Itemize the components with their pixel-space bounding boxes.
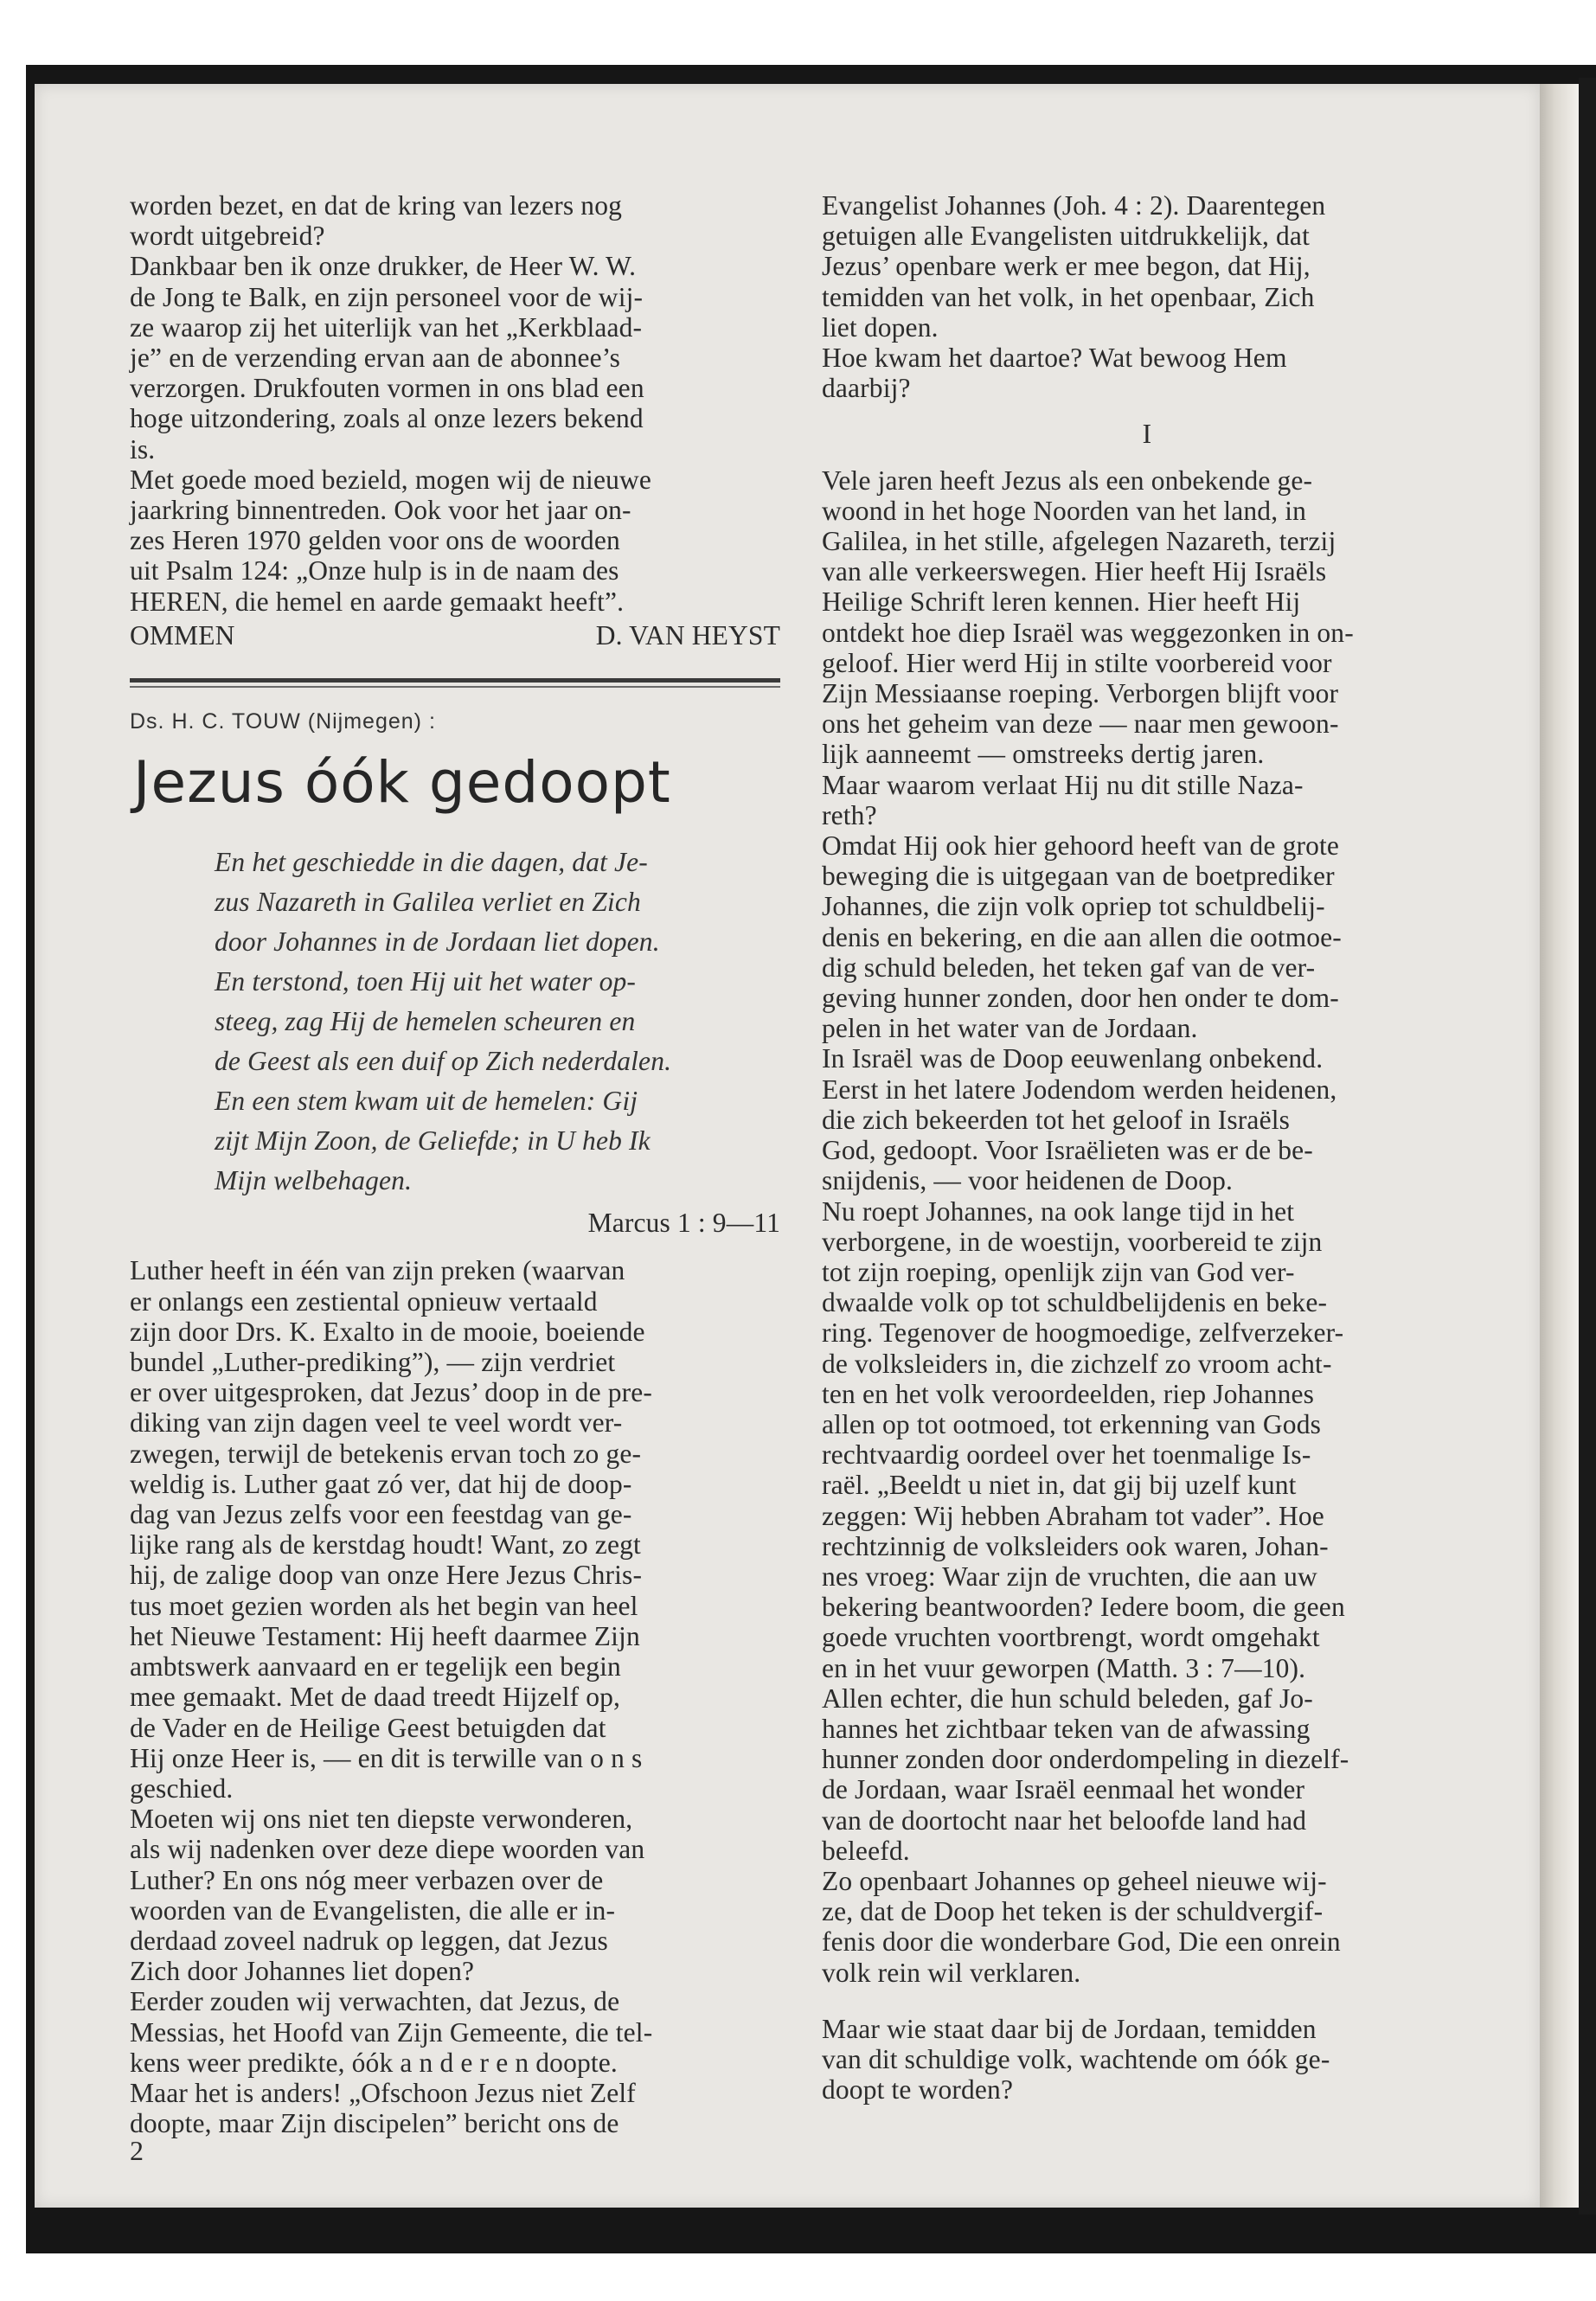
- body-paragraph: Vele jaren heeft Jezus als een onbekende ge- woond in het hoge Noorden van het land, in Galilea, in het stille, afgelegen Nazareth, terzij van alle verkeerswegen. Hier heeft Hij Israëls Heilige Schrift leren kennen. Hier heeft Hij ontdekt hoe diep Israël was weggezonken in on- geloof. Hier werd Hij in stilte voorbereid voor Zijn Messiaanse roeping. Verborgen blijft voor ons het geheim van deze — naar men gewoon- lijk aanneemt — omstreeks dertig jaren.: [822, 465, 1354, 770]
- body-paragraph: Moeten wij ons niet ten diepste verwonderen, als wij nadenken over deze diepe woorden van Luther? En ons nóg meer verbazen over de woorden van de Evangelisten, die alle er in- derdaad zoveel nadruk op leggen, dat Jezus Zich door Johannes liet dopen?: [130, 1804, 645, 1987]
- intro-paragraph: worden bezet, en dat de kring van lezers nog wordt uitgebreid?: [130, 190, 623, 252]
- intro-paragraph: Dankbaar ben ik onze drukker, de Heer W. W. de Jong te Balk, en zijn personeel voor de wij- ze waarop zij het uiterlijk van het „Kerkblaad- je” en de verzending ervan aan de abonnee’s verzorgen. Drukfouten vormen in ons blad een hoge uitzondering, zoals al onze lezers bekend is.: [130, 251, 644, 465]
- divider-thin: [130, 686, 780, 688]
- body-paragraph: Maar waarom verlaat Hij nu dit stille Naza- reth?: [822, 769, 1304, 830]
- page-gutter: [1540, 84, 1579, 2208]
- signature-line: [130, 620, 780, 651]
- intro-paragraph: Met goede moed bezield, mogen wij de nieuwe jaarkring binnentreden. Ook voor het jaar on- zes Heren 1970 gelden voor ons de woorden uit Psalm 124: „Onze hulp is in de naam des HEREN, die hemel en aarde gemaakt heeft”.: [130, 464, 652, 617]
- paragraph-spacer: [822, 1988, 1472, 2014]
- body-paragraph: Nu roept Johannes, na ook lange tijd in het verborgene, in de woestijn, voorbereid te zijn tot zijn roeping, openlijk zijn van God ver- dwaalde volk op tot schuldbelijdenis en beke- ring. Tegenover de hoogmoedige, zelfverzeker- de volksleiders in, die zichzelf zo vroom acht- ten en het volk veroordeelden, riep Johannes allen op tot ootmoed, tot erkenning van Gods rechtvaardig oordeel over het toenmalige Is- raël. „Beeldt u niet in, dat gij bij uzelf kunt zeggen: Wij hebben Abraham tot vader”. Hoe rechtzinnig de volksleiders ook waren, Johan- nes vroeg: Waar zijn de vruchten, die aan uw bekering beantwoorden? Iedere boom, die geen goede vruchten voortbrengt, wordt omgehakt en in het vuur geworpen (Matth. 3 : 7—10).: [822, 1195, 1345, 1683]
- body-paragraph: Zo openbaart Johannes op geheel nieuwe wij- ze, dat de Doop het teken is der schuldvergif- fenis door die wonderbare God, Die een onrein volk rein wil verklaren.: [822, 1865, 1341, 1988]
- body-paragraph: Evangelist Johannes (Joh. 4 : 2). Daarentegen getuigen alle Evangelisten uitdrukkelijk, dat Jezus’ openbare werk er mee begon, dat Hij, temidden van het volk, in het openbaar, Zich liet dopen.: [822, 190, 1326, 343]
- body-paragraph: Eerder zouden wij verwachten, dat Jezus, de Messias, het Hoofd van Zijn Gemeente, die tel- kens weer predikte, óók a n d e r e n doopte. Maar het is anders! „Ofschoon Jezus niet Zelf doopte, maar Zijn discipelen” bericht ons de: [130, 1986, 653, 2139]
- body-paragraph: Luther heeft in één van zijn preken (waarvan er onlangs een zestiental opnieuw vertaald zijn door Drs. K. Exalto in de mooie, boeiende bundel „Luther-prediking”), — zijn verdriet er over uitgesproken, dat Jezus’ doop in de pre- diking van zijn dagen veel te veel wordt ver- zwegen, terwijl de betekenis ervan toch zo ge- weldig is. Luther gaat zó ver, dat hij de doop- dag van Jezus zelfs voor een feestdag van ge- lijke rang als de kerstdag houdt! Want, zo zegt hij, de zalige doop van onze Here Jezus Chris- tus moet gezien worden als het begin van heel het Nieuwe Testament: Hij heeft daarmee Zijn ambtswerk aanvaard en er tegelijk een begin mee gemaakt. Met de daad treedt Hijzelf op, de Vader en de Heilige Geest betuigden dat Hij onze Heer is, — en dit is terwille van o n s geschied.: [130, 1255, 653, 1804]
- left-column: [130, 190, 780, 2138]
- binding-edge: [1579, 78, 1596, 2214]
- body-paragraph: Omdat Hij ook hier gehoord heeft van de grote beweging die is uitgegaan van de boetprediker Johannes, die zijn volk opriep tot schuldbelij- denis en bekering, en die aan allen die ootmoe- dig schuld beleden, het teken gaf van de ver- geving hunner zonden, door hen onder te dom- pelen in het water van de Jordaan.: [822, 830, 1342, 1044]
- divider-thick: [130, 678, 780, 683]
- body-paragraph: In Israël was de Doop eeuwenlang onbekend. Eerst in het latere Jodendom werden heidenen, die zich bekeerden tot het geloof in Israëls God, gedoopt. Voor Israëlieten was er de be- snijdenis, — voor heidenen de Doop.: [822, 1043, 1337, 1196]
- article-byline: Ds. H. C. TOUW (Nijmegen) :: [130, 709, 436, 734]
- section-numeral: I: [1142, 419, 1152, 450]
- body-paragraph: Hoe kwam het daartoe? Wat bewoog Hem daarbij?: [822, 343, 1287, 404]
- closing-paragraph: Maar wie staat daar bij de Jordaan, temidden van dit schuldige volk, wachtende om óók ge- doopt te worden?: [822, 2013, 1330, 2106]
- signature-place: OMMEN: [130, 619, 235, 651]
- article-title: Jezus óók gedoopt: [133, 749, 671, 817]
- scripture-motto: En het geschiedde in die dagen, dat Je- zus Nazareth in Galilea verliet en Zich door Johannes in de Jordaan liet dopen. En terstond, toen Hij uit het water op- steeg, zag Hij de hemelen scheuren en de Geest als een duif op Zich nederdalen. En een stem kwam uit de hemelen: Gij zijt Mijn Zoon, de Geliefde; in U heb Ik Mijn welbehagen.: [215, 847, 672, 1196]
- signature-name: D. VAN HEYST: [595, 619, 780, 651]
- scripture-reference: Marcus 1 : 9—11: [587, 1208, 780, 1239]
- page-number: 2: [130, 2135, 144, 2166]
- body-paragraph: Allen echter, die hun schuld beleden, gaf Jo- hannes het zichtbaar teken van de afwassing hunner zonden door onderdompeling in diezelf- de Jordaan, waar Israël eenmaal het wonder van de doortocht naar het beloofde land had beleefd.: [822, 1682, 1349, 1866]
- right-column: [822, 190, 1472, 2105]
